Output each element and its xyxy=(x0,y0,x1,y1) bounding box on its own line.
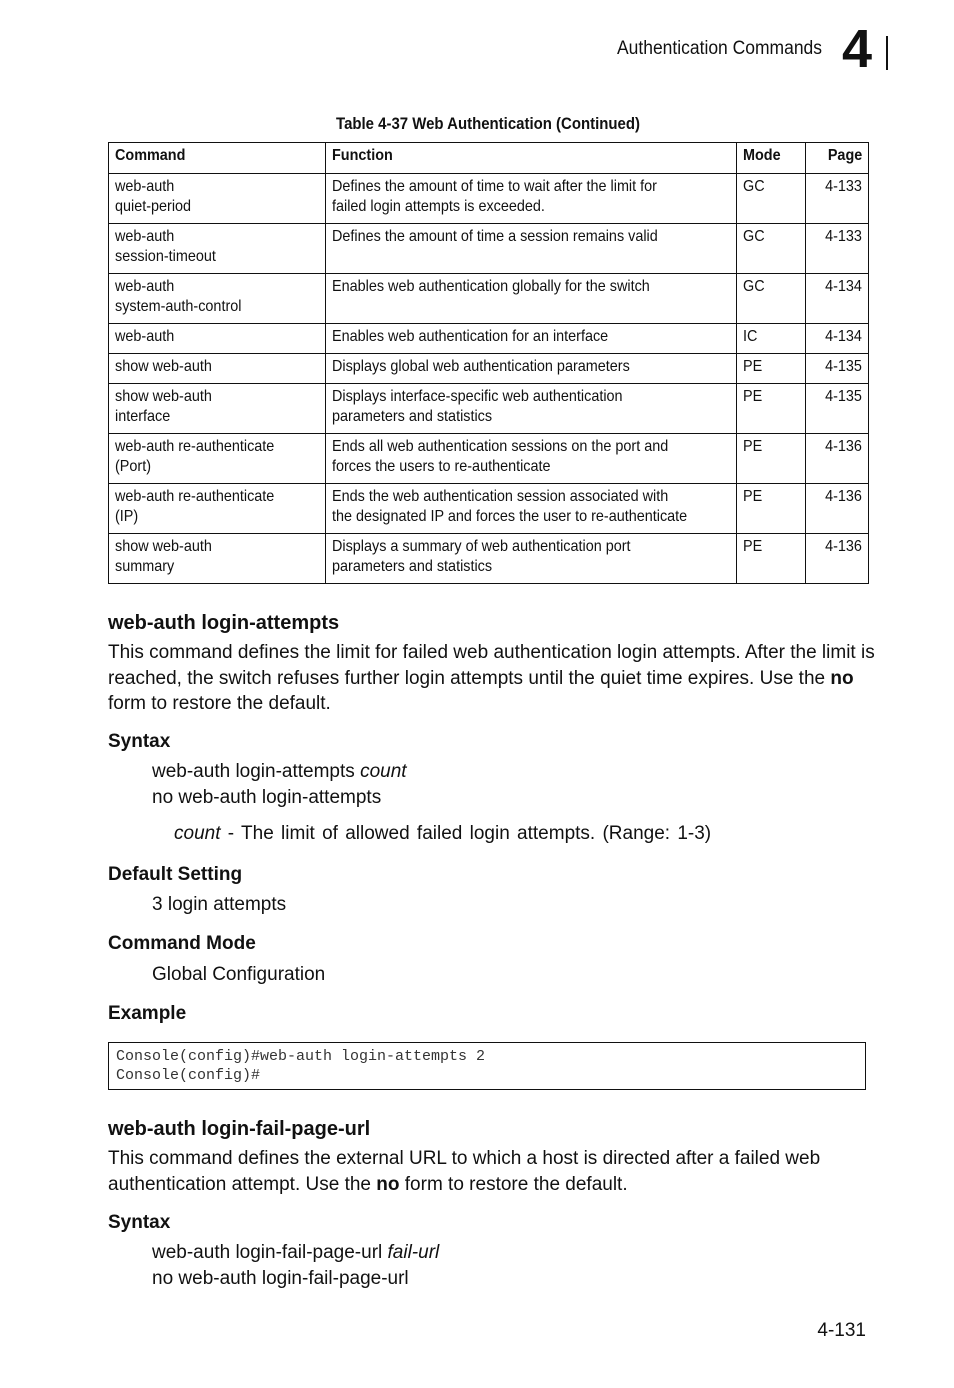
syntax-command: web-auth login-fail-page-url fail-url xyxy=(152,1242,440,1263)
cell-command: show web-auth summary xyxy=(109,534,326,584)
default-setting-value: 3 login attempts xyxy=(152,894,287,915)
cell-function: Enables web authentication globally for the switch xyxy=(325,274,736,324)
cell-page: 4-136 xyxy=(806,434,869,484)
cell-page: 4-133 xyxy=(806,224,869,274)
example-heading: Example xyxy=(108,1003,187,1024)
cell-mode: PE xyxy=(737,484,806,534)
table-row xyxy=(109,174,869,224)
cell-page: 4-136 xyxy=(806,534,869,584)
cell-function: Displays a summary of web authentication port parameters and statistics xyxy=(325,534,736,584)
cell-command: web-auth re-authenticate (Port) xyxy=(109,434,326,484)
table-row xyxy=(109,434,869,484)
section-description: This command defines the external URL to which a host is directed after a failed web authentication attempt. Use the no form to restore the default. xyxy=(108,1148,821,1195)
header-title: Authentication Commands xyxy=(616,38,822,59)
table-row xyxy=(109,324,869,354)
column-header-function: Function xyxy=(325,143,736,174)
cell-page: 4-134 xyxy=(806,274,869,324)
command-mode-value: Global Configuration xyxy=(152,964,326,985)
cell-page: 4-133 xyxy=(806,174,869,224)
table-header-row xyxy=(109,143,869,174)
parameter-description: count - The limit of allowed failed login attempts. (Range: 1-3) xyxy=(174,823,712,844)
cell-command: web-auth re-authenticate (IP) xyxy=(109,484,326,534)
cell-command: web-auth xyxy=(109,324,326,354)
command-table xyxy=(108,142,869,584)
column-header-mode: Mode xyxy=(737,143,806,174)
table-caption: Table 4-37 Web Authentication (Continued) xyxy=(336,114,640,133)
cell-function: Defines the amount of time a session remains valid xyxy=(325,224,736,274)
cell-function: Enables web authentication for an interface xyxy=(325,324,736,354)
cell-mode: IC xyxy=(737,324,806,354)
cell-mode: GC xyxy=(737,274,806,324)
cell-mode: PE xyxy=(737,434,806,484)
cell-page: 4-135 xyxy=(806,354,869,384)
column-header-page: Page xyxy=(806,143,869,174)
cell-page: 4-136 xyxy=(806,484,869,534)
command-mode-heading: Command Mode xyxy=(108,933,256,954)
cell-command: show web-auth interface xyxy=(109,384,326,434)
cell-command: web-auth session-timeout xyxy=(109,224,326,274)
cell-mode: PE xyxy=(737,354,806,384)
table-row xyxy=(109,534,869,584)
chapter-number: 4 xyxy=(842,19,873,79)
table-row xyxy=(109,484,869,534)
syntax-no-command: no web-auth login-attempts xyxy=(152,787,382,808)
cell-function: Ends all web authentication sessions on the port and forces the users to re-authenticate xyxy=(325,434,736,484)
cell-mode: GC xyxy=(737,174,806,224)
cell-function: Displays interface-specific web authentication parameters and statistics xyxy=(325,384,736,434)
section-title-login-fail-page-url: web-auth login-fail-page-url xyxy=(108,1118,371,1140)
cell-mode: PE xyxy=(737,384,806,434)
chapter-divider xyxy=(886,36,888,70)
default-setting-heading: Default Setting xyxy=(108,864,243,885)
section-title-login-attempts: web-auth login-attempts xyxy=(108,612,340,634)
cell-page: 4-135 xyxy=(806,384,869,434)
table-row xyxy=(109,354,869,384)
section-description: This command defines the limit for failed web authentication login attempts. After the limit is reached, the switch refuses further login attempts until the quiet time expires. Use the no form to restore the default. xyxy=(108,642,875,714)
cell-mode: GC xyxy=(737,224,806,274)
syntax-heading: Syntax xyxy=(108,1212,171,1233)
cell-function: Displays global web authentication parameters xyxy=(325,354,736,384)
table-row xyxy=(109,274,869,324)
syntax-no-command: no web-auth login-fail-page-url xyxy=(152,1268,409,1289)
syntax-command: web-auth login-attempts count xyxy=(152,761,407,782)
example-code-block: Console(config)#web-auth login-attempts 2 Console(config)# xyxy=(108,1042,866,1090)
cell-command: web-auth system-auth-control xyxy=(109,274,326,324)
table-row xyxy=(109,384,869,434)
syntax-heading: Syntax xyxy=(108,731,171,752)
table-row xyxy=(109,224,869,274)
cell-command: show web-auth xyxy=(109,354,326,384)
cell-command: web-auth quiet-period xyxy=(109,174,326,224)
column-header-command: Command xyxy=(109,143,326,174)
page-number: 4-131 xyxy=(817,1320,866,1341)
cell-page: 4-134 xyxy=(806,324,869,354)
cell-mode: PE xyxy=(737,534,806,584)
cell-function: Ends the web authentication session associated with the designated IP and forces the user to re-authenticate xyxy=(325,484,736,534)
cell-function: Defines the amount of time to wait after the limit for failed login attempts is exceeded. xyxy=(325,174,736,224)
